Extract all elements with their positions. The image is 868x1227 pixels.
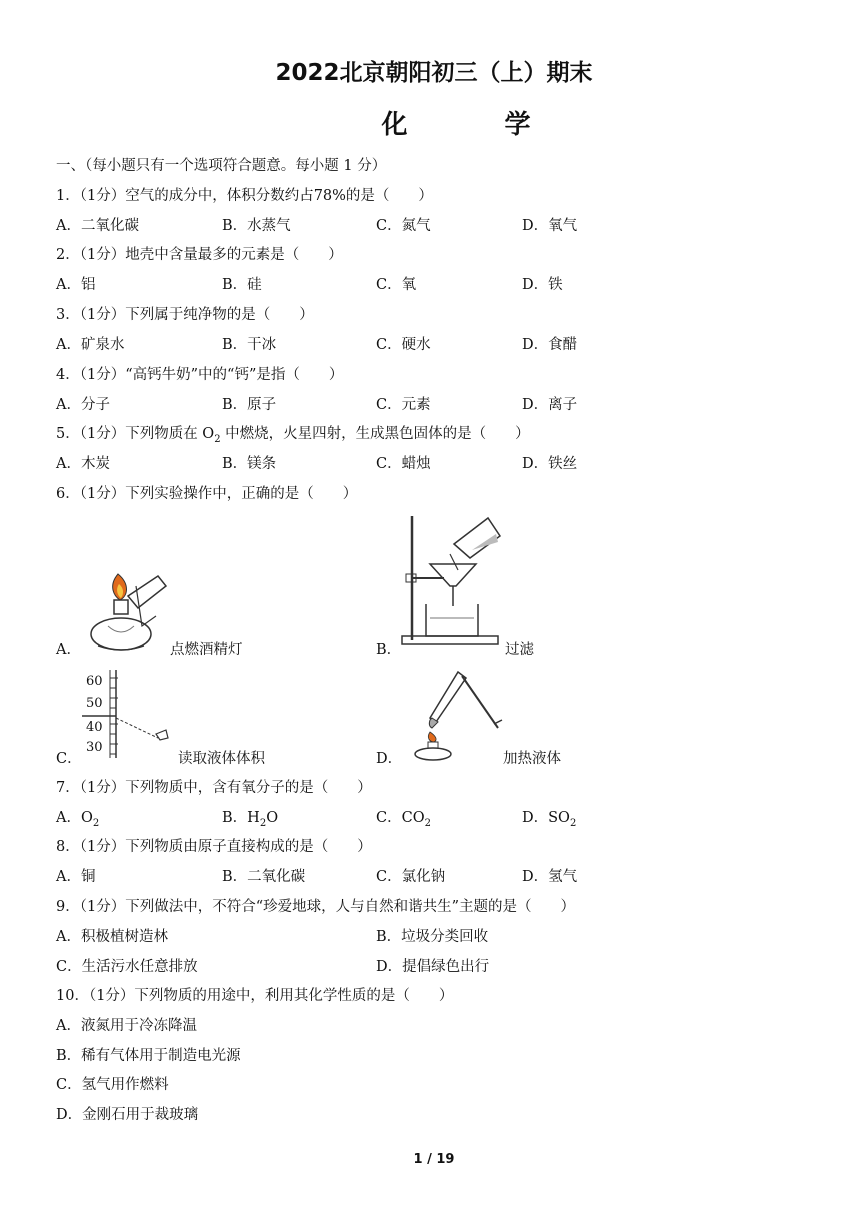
question-8-option-d: D．氢气 (522, 869, 578, 885)
question-6-option-a: A． (56, 642, 81, 658)
filtration-diagram (400, 514, 500, 646)
page-title: 2022北京朝阳初三（上）期末 (275, 60, 593, 86)
question-9-option-c: C．生活污水任意排放 (56, 959, 198, 975)
subject-title: 化 学 (381, 110, 575, 140)
question-9-option-d: D．提倡绿色出行 (376, 959, 490, 975)
question-2-stem: 2．（1分）地壳中含量最多的元素是（ ） (56, 247, 343, 263)
question-8-option-a: A．铜 (56, 869, 96, 885)
question-3-stem: 3．（1分）下列属于纯净物的是（ ） (56, 307, 314, 323)
question-6-caption-d: 加热液体 (503, 751, 561, 767)
question-2-option-c: C．氧 (376, 277, 417, 293)
question-2-option-d: D．铁 (522, 277, 563, 293)
question-10-option-c: C．氢气用作燃料 (56, 1077, 169, 1093)
question-10-option-b: B．稀有气体用于制造电光源 (56, 1048, 241, 1064)
question-5-option-d: D．铁丝 (522, 456, 578, 472)
question-9-option-b: B．垃圾分类回收 (376, 929, 489, 945)
question-6-caption-c: 读取液体体积 (178, 751, 265, 767)
alcohol-lamp-lighting-diagram (78, 556, 173, 656)
question-3-option-c: C．硬水 (376, 337, 431, 353)
cylinder-tick-50: 50 (86, 696, 103, 711)
question-8-option-b: B．二氧化碳 (222, 869, 306, 885)
question-3-option-b: B．干冰 (222, 337, 277, 353)
question-2-option-a: A．铝 (56, 277, 96, 293)
question-2-option-b: B．硅 (222, 277, 262, 293)
question-4-option-a: A．分子 (56, 397, 110, 413)
question-1-stem: 1．（1分）空气的成分中，体积分数约占78%的是（ ） (56, 188, 433, 204)
question-7-stem: 7．（1分）下列物质中，含有氧分子的是（ ） (56, 780, 372, 796)
question-1-option-a: A．二氧化碳 (56, 218, 139, 234)
question-4-option-c: C．元素 (376, 397, 431, 413)
question-6-caption-a: 点燃酒精灯 (170, 642, 243, 658)
question-5-option-a: A．木炭 (56, 456, 110, 472)
section-heading: 一、（每小题只有一个选项符合题意。每小题 1 分） (56, 158, 387, 174)
question-3-option-a: A．矿泉水 (56, 337, 125, 353)
question-8-stem: 8．（1分）下列物质由原子直接构成的是（ ） (56, 839, 372, 855)
question-10-option-a: A．液氮用于冷冻降温 (56, 1018, 197, 1034)
question-1-option-d: D．氧气 (522, 218, 578, 234)
question-10-option-d: D．金刚石用于裁玻璃 (56, 1107, 199, 1123)
question-10-stem: 10．（1分）下列物质的用途中，利用其化学性质的是（ ） (56, 988, 454, 1004)
cylinder-tick-30: 30 (86, 740, 103, 755)
question-4-stem: 4．（1分）“高钙牛奶”中的“钙”是指（ ） (56, 367, 344, 383)
question-9-stem: 9．（1分）下列做法中，不符合“珍爱地球，人与自然和谐共生”主题的是（ ） (56, 899, 576, 915)
question-7-option-c: C．$CO_2$ (376, 810, 431, 829)
question-6-caption-b: 过滤 (505, 642, 534, 658)
question-6-option-b: B． (376, 642, 402, 658)
question-7-option-b: B．$H_2O$ (222, 810, 279, 829)
page-number: 1 / 19 (413, 1152, 455, 1167)
cylinder-tick-40: 40 (86, 720, 103, 735)
question-8-option-c: C．氯化钠 (376, 869, 446, 885)
question-6-stem: 6．（1分）下列实验操作中，正确的是（ ） (56, 486, 358, 502)
question-7-option-d: D．$SO_2$ (522, 810, 577, 829)
cylinder-tick-60: 60 (86, 674, 103, 689)
question-5-option-c: C．蜡烛 (376, 456, 431, 472)
question-6-option-c: C． (56, 751, 82, 767)
question-1-option-b: B．水蒸气 (222, 218, 291, 234)
question-3-option-d: D．食醋 (522, 337, 578, 353)
question-6-option-d: D． (376, 751, 403, 767)
question-4-option-d: D．离子 (522, 397, 578, 413)
question-5-stem: 5．（1分）下列物质在 $O_2$ 中燃烧，火星四射，生成黑色固体的是（ ） (56, 426, 530, 445)
question-5-option-b: B．镁条 (222, 456, 277, 472)
question-7-option-a: A．$O_2$ (56, 810, 100, 829)
question-1-option-c: C．氮气 (376, 218, 431, 234)
question-4-option-b: B．原子 (222, 397, 277, 413)
heating-test-tube-diagram (402, 668, 502, 760)
question-9-option-a: A．积极植树造林 (56, 929, 168, 945)
